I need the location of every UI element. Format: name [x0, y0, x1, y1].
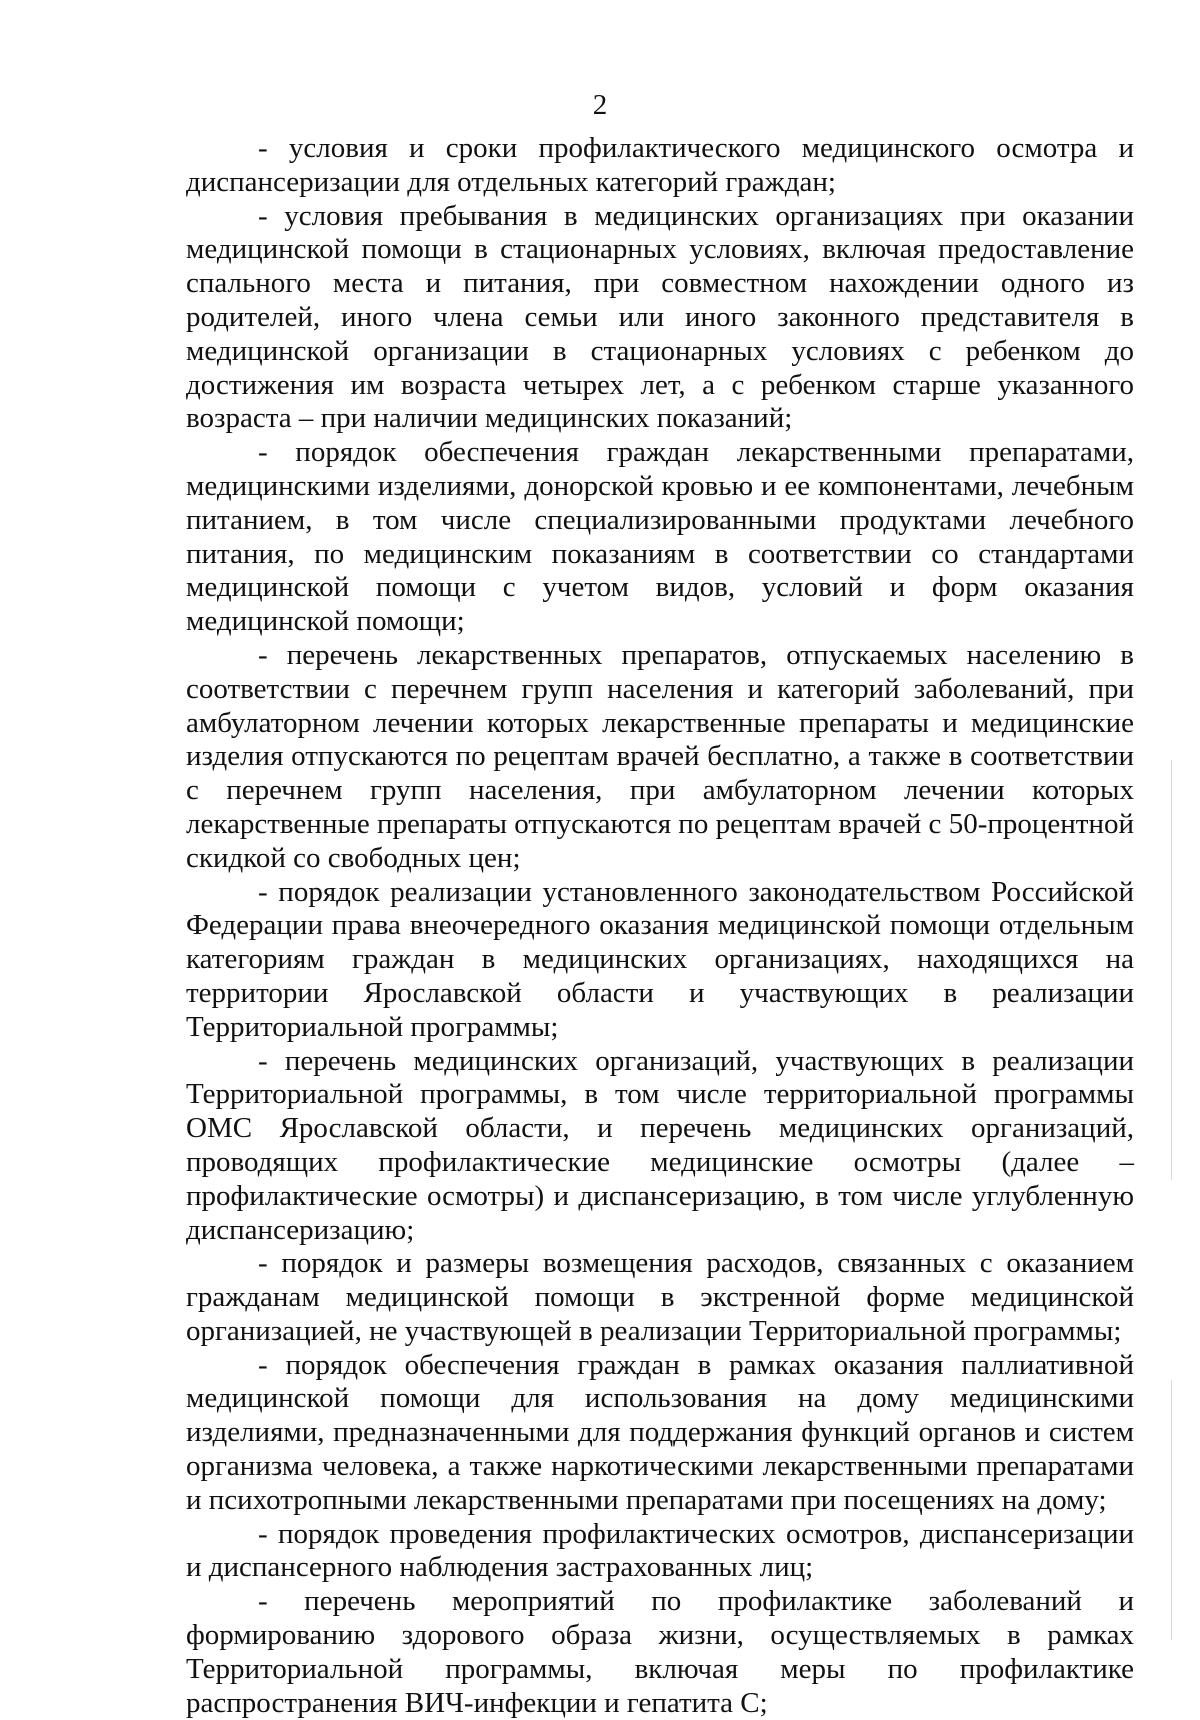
- list-item: - перечень лекарственных препаратов, отпускаемых населению в соответствии с перечнем групп населения и категорий заболеваний, при амбулаторном лечении которых лекарственные препараты и медицинские изделия отпускаются по рецептам врачей бесплатно, а также в соответствии с перечнем групп населения, при амбулаторном лечении которых лекарственные препараты отпускаются по рецептам врачей с 50-процентной скидкой со свободных цен;: [186, 638, 1134, 874]
- list-item: - порядок обеспечения граждан в рамках оказания паллиативной медицинской помощи для использования на дому медицинскими изделиями, предназначенными для поддержания функций органов и систем организма человека, а также наркотическими лекарственными препаратами и психотропными лекарственными препаратами при посещениях на дому;: [186, 1348, 1134, 1516]
- list-item: - порядок обеспечения граждан лекарственными препаратами, медицинскими изделиями, донорской кровью и ее компонентами, лечебным питанием, в том числе специализированными продуктами лечебного питания, по медицинским показаниям в соответствии со стандартами медицинской помощи с учетом видов, условий и форм оказания медицинской помощи;: [186, 436, 1134, 638]
- list-item: - перечень мероприятий по профилактике заболеваний и формированию здорового образа жизни, осуществляемых в рамках Территориальной программы, включая меры по профилактике распространения ВИЧ-инфекции и гепатита С;: [186, 1585, 1134, 1719]
- scan-edge-mark: [1171, 760, 1172, 1180]
- scan-edge-mark: [1171, 1380, 1172, 1640]
- list-item: - условия и сроки профилактического медицинского осмотра и диспансеризации для отдельных категорий граждан;: [186, 132, 1134, 198]
- list-item: - перечень медицинских организаций, участвующих в реализации Территориальной программы, в том числе территориальной программы ОМС Ярославской области, и перечень медицинских организаций, проводящих профилактические медицинские осмотры (далее – профилактические осмотры) и диспансеризацию, в том числе углубленную диспансеризацию;: [186, 1044, 1134, 1246]
- list-item: - порядок проведения профилактических осмотров, диспансеризации и диспансерного наблюдения застрахованных лиц;: [186, 1517, 1134, 1584]
- list-item: - порядок и размеры возмещения расходов, связанных с оказанием гражданам медицинской помощи в экстренной форме медицинской организацией, не участвующей в реализации Территориальной программы;: [186, 1247, 1134, 1347]
- page-number: 2: [592, 89, 608, 121]
- list-item: - порядок реализации установленного законодательством Российской Федерации права внеочередного оказания медицинской помощи отдельным категориям граждан в медицинских организациях, находящихся на территории Ярославской области и участвующих в реализации Территориальной программы;: [186, 875, 1134, 1043]
- list-item: - условия пребывания в медицинских организациях при оказании медицинской помощи в стационарных условиях, включая предоставление спального места и питания, при совместном нахождении одного из родителей, иного члена семьи или иного законного представителя в медицинской организации в стационарных условиях с ребенком до достижения им возраста четырех лет, а с ребенком старше указанного возраста – при наличии медицинских показаний;: [186, 199, 1134, 435]
- document-body: [186, 132, 1134, 1720]
